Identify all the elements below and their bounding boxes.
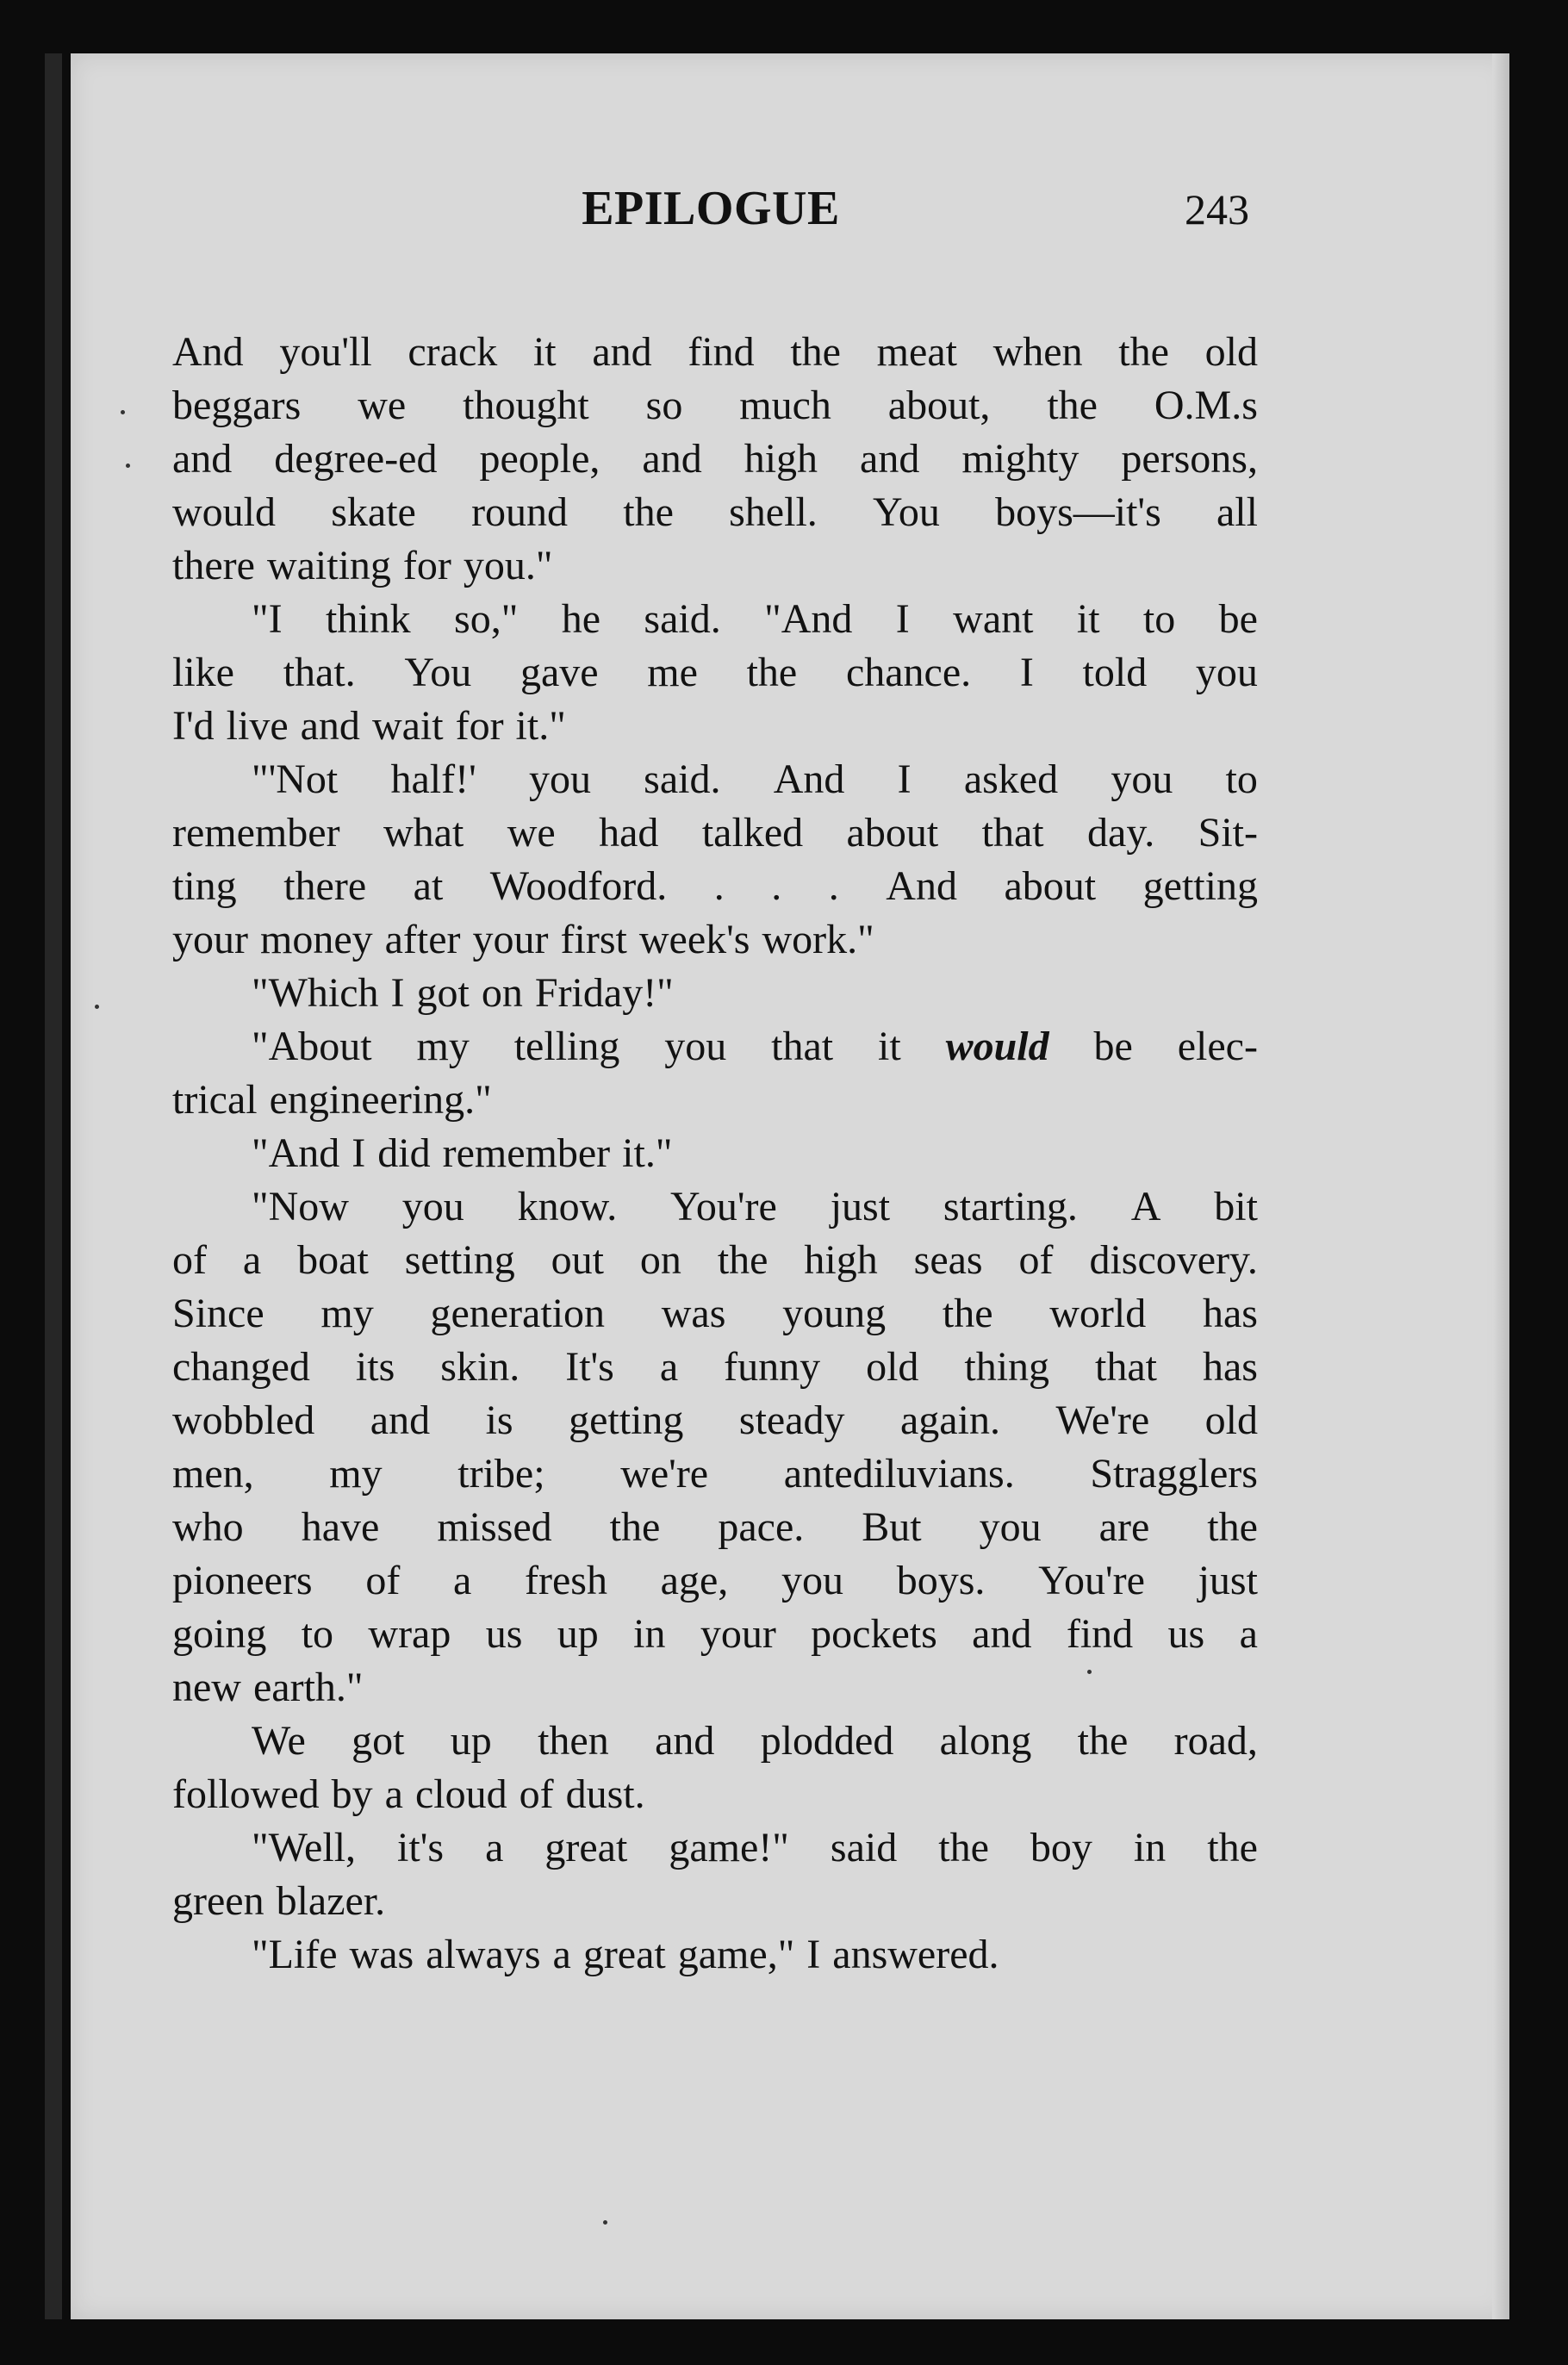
text-line: new earth." xyxy=(172,1665,364,1710)
text-line: beggars we thought so much about, the O.M.s xyxy=(172,383,1258,428)
text-line: of a boat setting out on the high seas of discovery. xyxy=(172,1237,1258,1283)
text-line: "Well, it's a great game!" said the boy in the xyxy=(252,1825,1258,1870)
scan-speck xyxy=(603,2220,607,2225)
text-line: changed its skin. It's a funny old thing that has xyxy=(172,1344,1258,1390)
scan-speck xyxy=(121,410,125,414)
text-line: going to wrap us up in your pockets and find us a xyxy=(172,1611,1258,1657)
text-line: We got up then and plodded along the road, xyxy=(252,1718,1258,1764)
page-number: 243 xyxy=(1185,185,1249,233)
scan-speck xyxy=(126,464,130,468)
text-line: "About my telling you that it would be elec- xyxy=(252,1024,1258,1069)
text-line: and degree-ed people, and high and mighty persons, xyxy=(172,436,1258,482)
text-line: like that. You gave me the chance. I told you xyxy=(172,650,1258,695)
text-line: followed by a cloud of dust. xyxy=(172,1771,645,1817)
text-line: "Life was always a great game," I answered. xyxy=(252,1932,999,1977)
chapter-title: EPILOGUE xyxy=(582,182,840,235)
text-line: wobbled and is getting steady again. We're old xyxy=(172,1397,1258,1443)
text-line: "Now you know. You're just starting. A bit xyxy=(252,1184,1258,1229)
text-line: your money after your first week's work." xyxy=(172,917,874,962)
text-line: I'd live and wait for it." xyxy=(172,703,566,749)
running-header xyxy=(172,181,1249,250)
text-line: remember what we had talked about that day. Sit- xyxy=(172,810,1258,856)
text-line: green blazer. xyxy=(172,1878,386,1924)
text-line: "I think so," he said. "And I want it to be xyxy=(252,596,1258,642)
text-line: "And I did remember it." xyxy=(252,1130,673,1176)
page-fore-edge xyxy=(1492,53,1509,2319)
text-line: "Which I got on Friday!" xyxy=(252,970,674,1016)
text-line: pioneers of a fresh age, you boys. You're just xyxy=(172,1558,1258,1603)
text-line: there waiting for you." xyxy=(172,543,553,588)
text-line: who have missed the pace. But you are the xyxy=(172,1504,1258,1550)
text-line: And you'll crack it and find the meat when the old xyxy=(172,329,1258,375)
text-line: men, my tribe; we're antediluvians. Stragglers xyxy=(172,1451,1258,1497)
body-text xyxy=(172,326,1258,1982)
book-spine-edge xyxy=(45,53,62,2319)
text-line: "'Not half!' you said. And I asked you to xyxy=(252,756,1258,802)
text-line: ting there at Woodford. . . . And about getting xyxy=(172,863,1258,909)
text-line: trical engineering." xyxy=(172,1077,492,1123)
text-line: Since my generation was young the world has xyxy=(172,1291,1258,1336)
scan-speck xyxy=(1087,1670,1092,1674)
text-line: would skate round the shell. You boys—it's all xyxy=(172,489,1258,535)
scan-speck xyxy=(95,1005,99,1009)
